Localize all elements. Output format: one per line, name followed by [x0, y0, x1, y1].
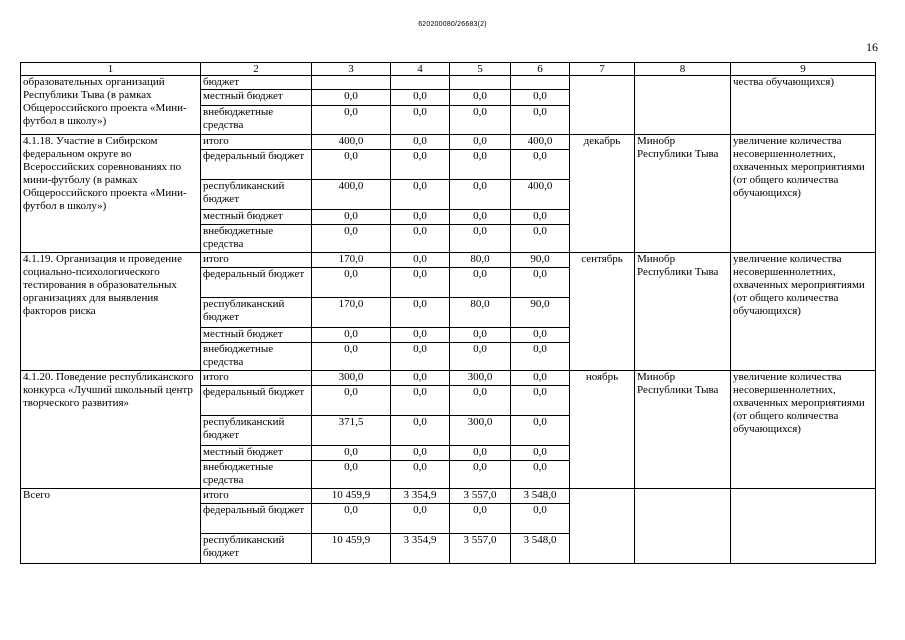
- amount-cell: 0,0: [450, 150, 511, 180]
- amount-cell: 0,0: [511, 446, 570, 461]
- column-header: 8: [635, 63, 731, 76]
- expected-result: чества обучающихся): [731, 76, 876, 135]
- amount-cell: 3 548,0: [511, 534, 570, 564]
- activity-name: образовательных организаций Республики Тыва (в рамках Общероссийского проекта «Мини-футбол в школу»): [21, 76, 201, 135]
- funding-source: внебюджетные средства: [201, 343, 312, 371]
- amount-cell: 400,0: [511, 180, 570, 210]
- amount-cell: 300,0: [450, 416, 511, 446]
- amount-cell: 0,0: [391, 446, 450, 461]
- amount-cell: 90,0: [511, 298, 570, 328]
- deadline: сентябрь: [570, 253, 635, 371]
- amount-cell: 0,0: [511, 106, 570, 135]
- amount-cell: 10 459,9: [312, 534, 391, 564]
- amount-cell: 0,0: [450, 268, 511, 298]
- funding-source: федеральный бюджет: [201, 504, 312, 534]
- amount-cell: 0,0: [450, 180, 511, 210]
- amount-cell: 0,0: [511, 416, 570, 446]
- activity-name: 4.1.19. Организация и проведение социально-психологического тестирования в образовательных организациях для выявления факторов риска: [21, 253, 201, 371]
- amount-cell: 0,0: [391, 180, 450, 210]
- deadline: [570, 489, 635, 564]
- amount-cell: 0,0: [450, 225, 511, 253]
- amount-cell: 0,0: [391, 343, 450, 371]
- amount-cell: 0,0: [312, 225, 391, 253]
- column-header: 3: [312, 63, 391, 76]
- amount-cell: 0,0: [450, 386, 511, 416]
- funding-source: местный бюджет: [201, 210, 312, 225]
- document-id: 620200080/26683(2): [418, 21, 487, 28]
- amount-cell: 90,0: [511, 253, 570, 268]
- amount-cell: 0,0: [450, 461, 511, 489]
- amount-cell: 0,0: [511, 386, 570, 416]
- amount-cell: 10 459,9: [312, 489, 391, 504]
- header-row: [21, 63, 876, 76]
- page-number: 16: [866, 40, 878, 54]
- amount-cell: 0,0: [312, 446, 391, 461]
- funding-source: республиканский бюджет: [201, 298, 312, 328]
- amount-cell: 0,0: [450, 210, 511, 225]
- column-header: 5: [450, 63, 511, 76]
- funding-source: федеральный бюджет: [201, 150, 312, 180]
- amount-cell: 0,0: [511, 504, 570, 534]
- amount-cell: 0,0: [391, 150, 450, 180]
- amount-cell: 0,0: [391, 416, 450, 446]
- amount-cell: 0,0: [511, 268, 570, 298]
- column-header: 2: [201, 63, 312, 76]
- amount-cell: 3 354,9: [391, 489, 450, 504]
- table-row: [21, 489, 876, 504]
- amount-cell: 3 548,0: [511, 489, 570, 504]
- table-row: [21, 135, 876, 150]
- amount-cell: 0,0: [511, 210, 570, 225]
- amount-cell: 0,0: [391, 225, 450, 253]
- amount-cell: 3 354,9: [391, 534, 450, 564]
- amount-cell: 0,0: [312, 150, 391, 180]
- amount-cell: 0,0: [511, 150, 570, 180]
- amount-cell: 0,0: [511, 90, 570, 106]
- expected-result: увеличение количества несовершеннолетних, охваченных мероприятиями (от общего количества обучающихся): [731, 371, 876, 489]
- funding-source: внебюджетные средства: [201, 225, 312, 253]
- amount-cell: 0,0: [391, 135, 450, 150]
- activity-name: 4.1.18. Участие в Сибирском федеральном округе во Всероссийских соревнованиях по мини-футболу (в рамках Общероссийского проекта «Мини-футбол в школу»): [21, 135, 201, 253]
- amount-cell: 0,0: [391, 90, 450, 106]
- amount-cell: 0,0: [312, 268, 391, 298]
- amount-cell: [511, 76, 570, 90]
- amount-cell: 0,0: [312, 328, 391, 343]
- amount-cell: 0,0: [450, 328, 511, 343]
- amount-cell: 0,0: [312, 504, 391, 534]
- amount-cell: 0,0: [450, 135, 511, 150]
- amount-cell: 170,0: [312, 298, 391, 328]
- funding-source: федеральный бюджет: [201, 268, 312, 298]
- funding-source: местный бюджет: [201, 446, 312, 461]
- executor: Минобр Республики Тыва: [635, 135, 731, 253]
- amount-cell: 0,0: [391, 461, 450, 489]
- table-row: [21, 253, 876, 268]
- funding-source: итого: [201, 253, 312, 268]
- amount-cell: 0,0: [312, 343, 391, 371]
- amount-cell: 400,0: [511, 135, 570, 150]
- funding-source: итого: [201, 135, 312, 150]
- amount-cell: 3 557,0: [450, 489, 511, 504]
- amount-cell: 300,0: [450, 371, 511, 386]
- funding-source: республиканский бюджет: [201, 180, 312, 210]
- activity-name: Всего: [21, 489, 201, 564]
- column-header: 4: [391, 63, 450, 76]
- funding-source: внебюджетные средства: [201, 461, 312, 489]
- amount-cell: 0,0: [312, 210, 391, 225]
- amount-cell: 0,0: [391, 371, 450, 386]
- amount-cell: 0,0: [391, 210, 450, 225]
- amount-cell: 0,0: [391, 106, 450, 135]
- amount-cell: [391, 76, 450, 90]
- funding-source: бюджет: [201, 76, 312, 90]
- funding-source: итого: [201, 489, 312, 504]
- amount-cell: 0,0: [450, 106, 511, 135]
- amount-cell: 0,0: [312, 461, 391, 489]
- amount-cell: 0,0: [312, 106, 391, 135]
- funding-source: внебюджетные средства: [201, 106, 312, 135]
- funding-source: местный бюджет: [201, 328, 312, 343]
- table-row: [21, 371, 876, 386]
- amount-cell: 0,0: [391, 268, 450, 298]
- column-header: 6: [511, 63, 570, 76]
- amount-cell: 0,0: [391, 386, 450, 416]
- amount-cell: 170,0: [312, 253, 391, 268]
- table-row: [21, 76, 876, 90]
- amount-cell: 0,0: [450, 343, 511, 371]
- column-header: 7: [570, 63, 635, 76]
- funding-source: местный бюджет: [201, 90, 312, 106]
- executor: Минобр Республики Тыва: [635, 253, 731, 371]
- amount-cell: 0,0: [511, 343, 570, 371]
- amount-cell: 0,0: [450, 90, 511, 106]
- executor: [635, 489, 731, 564]
- column-header: 1: [21, 63, 201, 76]
- amount-cell: 80,0: [450, 298, 511, 328]
- amount-cell: 3 557,0: [450, 534, 511, 564]
- amount-cell: 0,0: [312, 386, 391, 416]
- amount-cell: 400,0: [312, 180, 391, 210]
- amount-cell: [450, 76, 511, 90]
- deadline: ноябрь: [570, 371, 635, 489]
- expected-result: увеличение количества несовершеннолетних, охваченных мероприятиями (от общего количества обучающихся): [731, 135, 876, 253]
- amount-cell: 300,0: [312, 371, 391, 386]
- amount-cell: 371,5: [312, 416, 391, 446]
- funding-source: республиканский бюджет: [201, 534, 312, 564]
- amount-cell: [312, 76, 391, 90]
- expected-result: увеличение количества несовершеннолетних, охваченных мероприятиями (от общего количества обучающихся): [731, 253, 876, 371]
- column-header: 9: [731, 63, 876, 76]
- deadline: [570, 76, 635, 135]
- amount-cell: 0,0: [391, 253, 450, 268]
- amount-cell: 400,0: [312, 135, 391, 150]
- amount-cell: 0,0: [511, 225, 570, 253]
- amount-cell: 0,0: [450, 504, 511, 534]
- amount-cell: 0,0: [391, 504, 450, 534]
- activity-name: 4.1.20. Поведение республиканского конкурса «Лучший школьный центр творческого развития»: [21, 371, 201, 489]
- executor: Минобр Республики Тыва: [635, 371, 731, 489]
- amount-cell: 0,0: [312, 90, 391, 106]
- amount-cell: 0,0: [511, 328, 570, 343]
- amount-cell: 0,0: [511, 371, 570, 386]
- amount-cell: 0,0: [391, 328, 450, 343]
- amount-cell: 0,0: [391, 298, 450, 328]
- funding-source: республиканский бюджет: [201, 416, 312, 446]
- funding-source: итого: [201, 371, 312, 386]
- deadline: декабрь: [570, 135, 635, 253]
- funding-source: федеральный бюджет: [201, 386, 312, 416]
- expected-result: [731, 489, 876, 564]
- amount-cell: 0,0: [511, 461, 570, 489]
- amount-cell: 0,0: [450, 446, 511, 461]
- budget-table: [20, 62, 876, 564]
- executor: [635, 76, 731, 135]
- amount-cell: 80,0: [450, 253, 511, 268]
